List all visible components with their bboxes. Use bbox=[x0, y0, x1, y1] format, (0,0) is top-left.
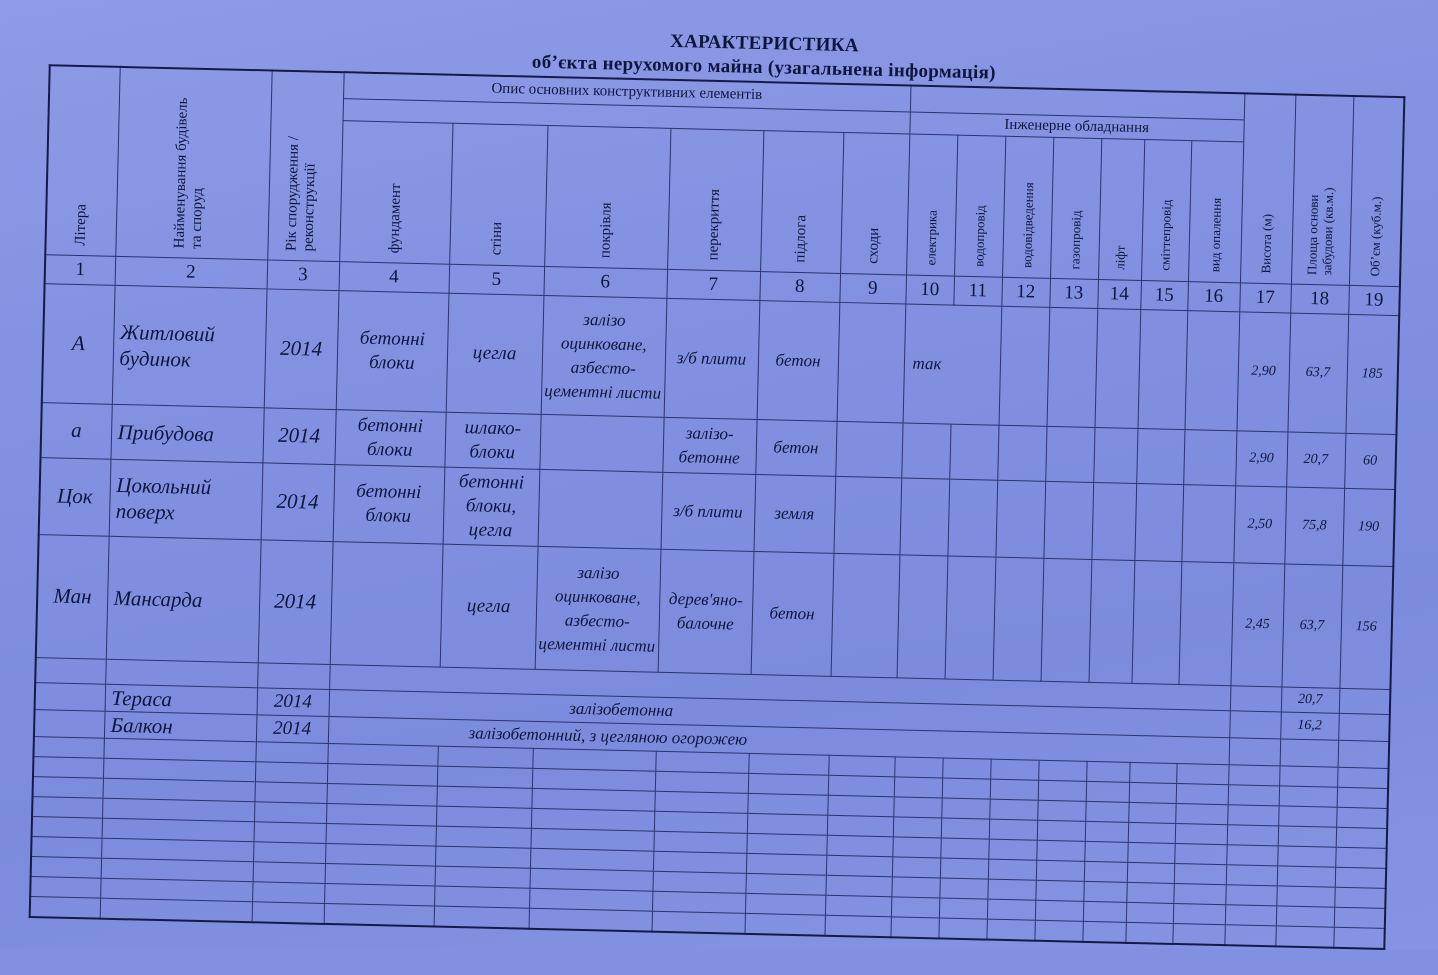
empty-cell bbox=[1176, 783, 1228, 804]
empty-cell bbox=[1128, 802, 1175, 823]
cell-foundation: бетонні блоки bbox=[336, 290, 449, 412]
cell-floor: бетон bbox=[757, 300, 840, 421]
header-ceiling: перекриття bbox=[667, 128, 763, 271]
empty-cell bbox=[987, 899, 1035, 920]
empty-cell bbox=[31, 836, 101, 858]
empty-cell bbox=[893, 796, 941, 817]
empty-cell bbox=[324, 883, 434, 906]
empty-cell bbox=[939, 877, 987, 898]
empty-cell bbox=[1036, 860, 1084, 881]
empty-cell bbox=[990, 779, 1038, 800]
empty-cell bbox=[1038, 780, 1086, 801]
empty-cell bbox=[327, 763, 437, 786]
empty-cell bbox=[1334, 907, 1385, 928]
empty-cell bbox=[828, 755, 895, 777]
empty-cell bbox=[32, 796, 102, 818]
empty-cell bbox=[986, 919, 1034, 941]
empty-cell bbox=[100, 898, 252, 922]
empty-cell bbox=[747, 793, 827, 815]
empty-cell bbox=[1173, 903, 1225, 924]
header-name: Найменування будівель та споруд bbox=[115, 67, 271, 260]
empty-cell bbox=[748, 773, 828, 795]
empty-cell bbox=[987, 879, 1035, 900]
col-num: 2 bbox=[115, 256, 268, 289]
empty-cell bbox=[1038, 760, 1086, 781]
empty-cell bbox=[1037, 800, 1085, 821]
empty-cell bbox=[893, 816, 941, 837]
empty-cell bbox=[1337, 787, 1388, 808]
empty-cell bbox=[435, 846, 530, 868]
empty-cell bbox=[1277, 865, 1335, 886]
empty-cell bbox=[33, 776, 103, 798]
empty-cell bbox=[1129, 782, 1176, 803]
empty-cell bbox=[827, 815, 894, 837]
empty-cell bbox=[1035, 900, 1083, 921]
col-num: 17 bbox=[1239, 282, 1291, 312]
empty-cell bbox=[1127, 842, 1174, 863]
empty-cell bbox=[653, 851, 746, 873]
empty-cell bbox=[1227, 804, 1278, 825]
empty-cell bbox=[825, 895, 892, 917]
cell-electric: так bbox=[903, 303, 1002, 424]
empty-cell bbox=[989, 819, 1037, 840]
empty-cell bbox=[1333, 927, 1384, 949]
empty-cell bbox=[325, 843, 435, 866]
cell-roof: залізо оцинковане, азбесто-цементні листи bbox=[535, 546, 661, 672]
empty-cell bbox=[655, 771, 748, 793]
empty-cell bbox=[1276, 905, 1334, 926]
empty-cell bbox=[434, 906, 529, 929]
empty-cell bbox=[892, 856, 940, 877]
empty-cell bbox=[892, 836, 940, 857]
empty-cell bbox=[652, 911, 745, 934]
cell-volume: 185 bbox=[1346, 314, 1400, 434]
col-num: 9 bbox=[839, 273, 906, 304]
empty-cell bbox=[1225, 904, 1276, 925]
col-num: 16 bbox=[1187, 281, 1240, 311]
empty-cell bbox=[437, 746, 532, 768]
empty-cell bbox=[1224, 924, 1275, 946]
empty-cell bbox=[745, 893, 825, 915]
col-num: 8 bbox=[759, 271, 840, 302]
title-line2: об’єкта нерухомого майна (узагальнена інформація) bbox=[531, 51, 997, 84]
empty-cell bbox=[891, 896, 939, 917]
empty-cell bbox=[1278, 805, 1336, 826]
empty-cell bbox=[1336, 807, 1387, 828]
title-line1: ХАРАКТЕРИСТИКА bbox=[669, 30, 860, 57]
cell-area: 16,2 bbox=[1280, 711, 1339, 739]
empty-cell bbox=[988, 839, 1036, 860]
header-garbage: сміттепровід bbox=[1141, 139, 1191, 281]
empty-cell bbox=[748, 753, 828, 775]
empty-cell bbox=[30, 896, 100, 918]
cell-year: 2014 bbox=[256, 714, 329, 743]
col-num: 18 bbox=[1290, 284, 1349, 314]
empty-cell bbox=[1082, 921, 1125, 943]
empty-cell bbox=[942, 757, 990, 778]
empty-cell bbox=[1084, 841, 1127, 862]
col-num: 13 bbox=[1049, 278, 1098, 308]
sheet bbox=[18, 12, 1430, 974]
cell-volume: 60 bbox=[1344, 433, 1396, 489]
cell-letter: Цок bbox=[39, 457, 111, 536]
empty-cell bbox=[1336, 827, 1387, 848]
cell-area: 20,7 bbox=[1281, 686, 1340, 712]
cell-height: 2,45 bbox=[1231, 562, 1285, 686]
empty-cell bbox=[326, 823, 436, 846]
empty-rows bbox=[30, 736, 1389, 948]
header-gas: газопровід bbox=[1050, 137, 1101, 279]
empty-cell bbox=[1125, 922, 1172, 944]
cell-roof: залізо оцинковане, азбесто-цементні листи bbox=[541, 295, 667, 417]
header-height: Висота (м) bbox=[1240, 93, 1295, 283]
cell-height: 2,90 bbox=[1237, 311, 1291, 431]
empty-cell bbox=[745, 873, 825, 895]
empty-cell bbox=[326, 803, 436, 826]
empty-cell bbox=[939, 897, 987, 918]
empty-cell bbox=[253, 841, 325, 863]
empty-cell bbox=[33, 736, 103, 758]
empty-cell bbox=[1225, 884, 1276, 905]
col-num: 10 bbox=[905, 274, 954, 304]
cell-year: 2014 bbox=[257, 687, 330, 716]
empty-cell bbox=[1228, 784, 1279, 805]
col-num: 3 bbox=[267, 259, 340, 290]
empty-cell bbox=[655, 751, 748, 773]
empty-cell bbox=[437, 766, 532, 788]
empty-cell bbox=[1335, 867, 1386, 888]
empty-cell bbox=[652, 871, 745, 893]
cell-walls: цегла bbox=[440, 544, 538, 669]
empty-cell bbox=[942, 777, 990, 798]
cell-year: 2014 bbox=[264, 288, 339, 409]
cell-name: Балкон bbox=[104, 711, 257, 742]
empty-cell bbox=[1083, 881, 1126, 902]
cell-floor: бетон bbox=[751, 551, 834, 676]
empty-cell bbox=[254, 781, 326, 803]
empty-cell bbox=[891, 916, 939, 938]
empty-cell bbox=[653, 831, 746, 853]
empty-cell bbox=[940, 857, 988, 878]
cell-walls: цегла bbox=[446, 293, 544, 414]
group-engineering: Інженерне обладнання bbox=[909, 112, 1243, 142]
empty-cell bbox=[324, 903, 434, 926]
cell-year: 2014 bbox=[261, 462, 335, 541]
cell-name: Прибудова bbox=[110, 404, 263, 463]
empty-cell bbox=[1335, 847, 1386, 868]
empty-cell bbox=[744, 913, 824, 935]
empty-cell bbox=[826, 855, 893, 877]
empty-cell bbox=[747, 813, 827, 835]
empty-cell bbox=[435, 866, 530, 888]
empty-cell bbox=[1279, 785, 1337, 806]
empty-cell bbox=[325, 863, 435, 886]
col-num: 14 bbox=[1097, 279, 1141, 309]
empty-cell bbox=[826, 835, 893, 857]
header-stairs: сходи bbox=[840, 132, 909, 275]
group-construction: Опис основних конструктивних елементів bbox=[343, 72, 911, 111]
empty-cell bbox=[827, 795, 894, 817]
empty-cell bbox=[1174, 863, 1226, 884]
header-water: водопровід bbox=[954, 135, 1005, 277]
cell-walls: шлако-блоки bbox=[444, 412, 540, 469]
empty-cell bbox=[1275, 925, 1333, 947]
empty-cell bbox=[746, 833, 826, 855]
empty-cell bbox=[1227, 824, 1278, 845]
cell-letter: Ман bbox=[36, 534, 109, 659]
cell-walls: бетонні блоки, цегла bbox=[443, 467, 540, 546]
header-floor: підлога bbox=[760, 130, 843, 273]
empty-cell bbox=[254, 821, 326, 843]
cell-height: 2,90 bbox=[1235, 430, 1287, 486]
empty-cell bbox=[529, 908, 652, 931]
cell-area: 20,7 bbox=[1286, 432, 1345, 488]
header-roof: покрівля bbox=[544, 125, 670, 269]
empty-cell bbox=[252, 901, 324, 923]
empty-cell bbox=[435, 826, 530, 848]
header-foundation: фундамент bbox=[339, 120, 452, 264]
empty-cell bbox=[654, 811, 747, 833]
empty-cell bbox=[1337, 767, 1388, 788]
empty-cell bbox=[1037, 820, 1085, 841]
cell-year: 2014 bbox=[262, 407, 335, 464]
header-electric: електрика bbox=[906, 134, 957, 276]
col-num: 6 bbox=[543, 266, 667, 298]
col-num: 15 bbox=[1140, 280, 1188, 310]
cell-ceiling: з/б плити bbox=[661, 472, 756, 551]
cell-area: 75,8 bbox=[1284, 486, 1344, 564]
empty-cell bbox=[1226, 864, 1277, 885]
col-num: 4 bbox=[339, 261, 450, 293]
header-heating: вид опалення bbox=[1188, 140, 1243, 282]
cell-floor: бетон bbox=[755, 419, 836, 476]
cell-floor: земля bbox=[754, 474, 836, 553]
col-num: 19 bbox=[1348, 285, 1400, 315]
cell-year: 2014 bbox=[258, 539, 333, 664]
empty-cell bbox=[1175, 823, 1227, 844]
empty-cell bbox=[1175, 803, 1227, 824]
empty-cell bbox=[1036, 840, 1084, 861]
header-drain: водовідведення bbox=[1002, 136, 1053, 278]
empty-cell bbox=[1128, 822, 1175, 843]
empty-cell bbox=[1084, 861, 1127, 882]
empty-cell bbox=[1086, 781, 1129, 802]
empty-cell bbox=[255, 761, 327, 783]
cell-name: Цокольний поверх bbox=[109, 459, 263, 540]
header-year: Рік спорудження / реконструкції bbox=[267, 70, 343, 261]
characteristics-table bbox=[29, 64, 1406, 949]
empty-cell bbox=[254, 801, 326, 823]
empty-cell bbox=[1129, 762, 1176, 783]
empty-cell bbox=[1085, 801, 1128, 822]
cell-height: 2,50 bbox=[1233, 485, 1286, 563]
empty-cell bbox=[253, 861, 325, 883]
empty-cell bbox=[1086, 761, 1129, 782]
empty-cell bbox=[252, 881, 324, 903]
cell-ceiling: залізо-бетонне bbox=[662, 417, 756, 474]
col-num: 12 bbox=[1001, 277, 1050, 307]
empty-cell bbox=[1176, 763, 1228, 784]
col-num: 5 bbox=[449, 264, 545, 295]
empty-cell bbox=[989, 799, 1037, 820]
empty-cell bbox=[1334, 887, 1385, 908]
empty-cell bbox=[988, 859, 1036, 880]
cell-letter: а bbox=[41, 402, 112, 459]
empty-cell bbox=[1279, 765, 1337, 786]
header-volume: Об’єм (куб.м.) bbox=[1349, 96, 1404, 286]
cell-name: Житловий будинок bbox=[112, 285, 267, 408]
cell-ceiling: дерев'яно-балочне bbox=[658, 549, 754, 674]
cell-description: залізобетонна bbox=[328, 689, 1229, 737]
empty-cell bbox=[33, 756, 103, 778]
empty-cell bbox=[436, 786, 531, 808]
col-num: 11 bbox=[953, 276, 1002, 306]
empty-cell bbox=[894, 756, 942, 777]
empty-cell bbox=[1034, 920, 1082, 942]
empty-cell bbox=[436, 806, 531, 828]
empty-cell bbox=[1277, 845, 1335, 866]
empty-cell bbox=[941, 797, 989, 818]
empty-cell bbox=[1278, 825, 1336, 846]
cell-letter: А bbox=[42, 283, 115, 404]
empty-cell bbox=[941, 817, 989, 838]
empty-cell bbox=[1173, 883, 1225, 904]
empty-cell bbox=[1127, 862, 1174, 883]
empty-cell bbox=[990, 759, 1038, 780]
empty-cell bbox=[652, 891, 745, 913]
empty-cell bbox=[894, 776, 942, 797]
empty-cell bbox=[654, 791, 747, 813]
empty-cell bbox=[828, 775, 895, 797]
empty-cell bbox=[1085, 821, 1128, 842]
empty-cell bbox=[255, 741, 327, 763]
header-area: Площа основи забудови (кв.м.) bbox=[1291, 95, 1353, 285]
col-num: 1 bbox=[45, 254, 116, 285]
empty-cell bbox=[1172, 923, 1224, 945]
cell-foundation: бетонні блоки bbox=[333, 464, 445, 544]
empty-cell bbox=[1126, 902, 1173, 923]
empty-cell bbox=[938, 917, 986, 939]
cell-area: 63,7 bbox=[1282, 563, 1343, 687]
empty-cell bbox=[1226, 844, 1277, 865]
cell-description: залізобетонний, з цегляною огорожею bbox=[328, 716, 1229, 764]
empty-cell bbox=[30, 876, 100, 898]
header-walls: стіни bbox=[449, 123, 547, 266]
empty-cell bbox=[825, 875, 892, 897]
header-letter: Літера bbox=[45, 65, 119, 256]
empty-cell bbox=[326, 783, 436, 806]
cell-foundation: бетонні блоки bbox=[334, 409, 445, 467]
cell-ceiling: з/б плити bbox=[664, 298, 760, 419]
cell-name: Тераса bbox=[105, 684, 258, 715]
empty-cell bbox=[1083, 901, 1126, 922]
empty-cell bbox=[327, 743, 437, 766]
empty-cell bbox=[1228, 764, 1279, 785]
empty-cell bbox=[824, 915, 891, 937]
cell-area: 63,7 bbox=[1288, 313, 1349, 433]
empty-cell bbox=[746, 853, 826, 875]
empty-cell bbox=[940, 837, 988, 858]
empty-cell bbox=[32, 816, 102, 838]
empty-cell bbox=[1276, 885, 1334, 906]
cell-name: Мансарда bbox=[106, 536, 261, 663]
empty-cell bbox=[1126, 882, 1173, 903]
empty-cell bbox=[434, 886, 529, 908]
empty-cell bbox=[1174, 843, 1226, 864]
cell-volume: 190 bbox=[1342, 488, 1395, 566]
empty-cell bbox=[891, 876, 939, 897]
empty-cell bbox=[1035, 880, 1083, 901]
cell-volume: 156 bbox=[1340, 565, 1394, 689]
header-lift: ліфт bbox=[1098, 138, 1144, 280]
empty-cell bbox=[31, 856, 101, 878]
col-num: 7 bbox=[666, 269, 760, 300]
